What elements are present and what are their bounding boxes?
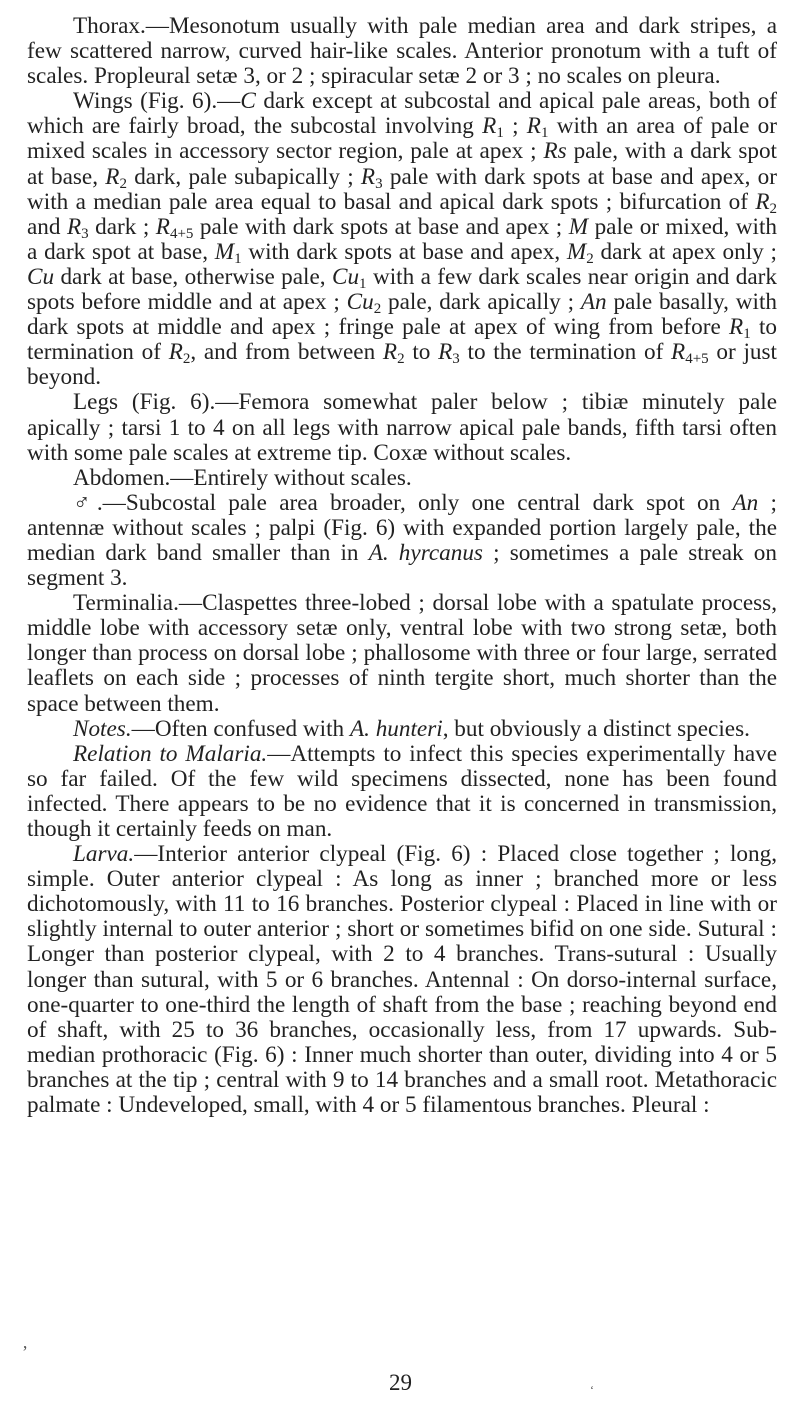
italic-text: R bbox=[729, 314, 744, 341]
italic-text: Cu bbox=[27, 263, 55, 290]
text-run: pale or mixed, with a dark spot at base, bbox=[27, 213, 777, 265]
text-run: ; bbox=[503, 113, 527, 140]
text-run: ; antennæ without scales ; palpi (Fig. 6) with expanded portion largely pale, the median dark band smaller than in bbox=[27, 489, 777, 566]
subscript: 3 bbox=[375, 175, 383, 192]
margin-speck: ‘ bbox=[590, 1383, 594, 1397]
text-run: pale basally, with dark spots at middle and apex ; fringe pale at apex of wing from before bbox=[27, 289, 778, 341]
italic-text: Larva. bbox=[73, 841, 135, 868]
italic-text: R bbox=[526, 113, 541, 140]
text-run: , and from between bbox=[190, 339, 383, 366]
text-run: dark at base, otherwise pale, bbox=[54, 263, 332, 290]
italic-text: M bbox=[566, 238, 587, 265]
text-run: dark, pale subapically ; bbox=[126, 163, 361, 190]
text-run: with a few dark scales near origin and dark spots before middle and at apex ; bbox=[27, 263, 777, 316]
subscript: 1 bbox=[540, 125, 549, 142]
italic-text: M bbox=[214, 238, 235, 265]
paragraph-male bbox=[27, 491, 777, 591]
text-run: dark except at subcostal and apical pale areas, both of which are fairly broad, the subcostal involving bbox=[27, 88, 777, 140]
paragraph-legs bbox=[27, 390, 777, 465]
italic-text: Cu bbox=[331, 263, 360, 290]
italic-text: M bbox=[568, 213, 589, 240]
paragraph-abdomen bbox=[27, 466, 777, 491]
text-run: Wings (Fig. 6).— bbox=[73, 88, 241, 115]
text-run: Thorax.—Mesonotum usually with pale median area and dark stripes, a few scattered narrow, curved hair-like scales. Anterior pronotum with a tuft of scales. Propleural setæ 3, or 2 ; spiracular setæ 2 or 3 ; no scales on pleura. bbox=[27, 13, 777, 90]
subscript: 1 bbox=[496, 125, 504, 142]
italic-text: R bbox=[671, 339, 686, 366]
paragraph-notes bbox=[27, 717, 777, 742]
text-run: ; sometimes a pale streak on segment 3. bbox=[27, 539, 777, 592]
text-run: pale with dark spots at base and apex ; bbox=[193, 213, 569, 240]
paragraph-malaria bbox=[27, 742, 777, 842]
italic-text: R bbox=[755, 188, 770, 215]
subscript: 2 bbox=[397, 351, 405, 368]
italic-text: A. hunteri bbox=[349, 715, 443, 742]
text-run: ♂.—Subcostal pale area broader, only one central dark spot on bbox=[73, 489, 733, 516]
italic-text: R bbox=[360, 163, 376, 190]
italic-text: R bbox=[382, 339, 398, 366]
text-run: Terminalia.—Claspettes three-lobed ; dorsal lobe with a spatulate process, middle lobe with accessory setæ only, ventral lobe with two strong setæ, both longer than process on dorsal lobe ; phallosome with three or four large, serrated leaflets on each side ; processes of ninth tergite short, much shorter than the space between them. bbox=[27, 590, 777, 717]
italic-text: Cu bbox=[346, 289, 374, 316]
subscript: 2 bbox=[586, 250, 594, 267]
text-run: with an area of pale or mixed scales in accessory sector region, pale at apex ; bbox=[27, 113, 777, 165]
subscript: 3 bbox=[452, 351, 460, 368]
subscript: 4+5 bbox=[685, 351, 709, 368]
text-run: with dark spots at base and apex, bbox=[241, 238, 567, 265]
italic-text: R bbox=[155, 213, 170, 240]
text-run: to bbox=[404, 339, 439, 366]
italic-text: Rs bbox=[543, 138, 567, 165]
italic-text: R bbox=[66, 213, 82, 240]
subscript: 1 bbox=[359, 275, 367, 292]
text-run: dark at apex only ; bbox=[593, 238, 777, 265]
text-run: , but obviously a distinct species. bbox=[442, 715, 750, 742]
page-body bbox=[27, 14, 777, 1118]
text-run: pale with dark spots at base and apex, or with a median pale area equal to basal and apical dark spots ; bifurcation of bbox=[27, 163, 777, 215]
subscript: 4+5 bbox=[169, 225, 194, 242]
italic-text: R bbox=[482, 113, 497, 140]
text-run: —Often confused with bbox=[131, 715, 350, 742]
italic-text: Notes. bbox=[73, 715, 132, 742]
italic-text: R bbox=[438, 339, 453, 366]
paragraph-terminalia bbox=[27, 591, 777, 716]
subscript: 2 bbox=[373, 301, 382, 318]
italic-text: An bbox=[732, 489, 759, 516]
text-run: and bbox=[27, 213, 67, 240]
text-run: dark ; bbox=[88, 213, 156, 240]
text-run: Abdomen.—Entirely without scales. bbox=[73, 464, 412, 491]
italic-text: An bbox=[580, 289, 607, 316]
subscript: 2 bbox=[769, 200, 777, 217]
paragraph-larva bbox=[27, 842, 777, 1118]
text-run: pale, with a dark spot at base, bbox=[27, 138, 777, 190]
subscript: 1 bbox=[234, 250, 242, 267]
text-run: or just beyond. bbox=[27, 339, 777, 391]
italic-text: R bbox=[168, 339, 183, 366]
italic-text: R bbox=[105, 163, 120, 190]
paragraph-thorax bbox=[27, 14, 777, 89]
text-run: pale, dark apically ; bbox=[381, 289, 581, 316]
margin-speck: ‚ bbox=[22, 1332, 28, 1352]
italic-text: A. hyrcanus bbox=[368, 539, 483, 566]
text-run: —Attempts to infect this species experimentally have so far failed. Of the few wild specimens dissected, none has been found infected. There appears to be no evidence that it is concerned in transmission, though it certainly feeds on man. bbox=[27, 740, 777, 842]
text-run: Legs (Fig. 6).—Femora somewhat paler below ; tibiæ minutely pale apically ; tarsi 1 to 4 on all legs with narrow apical pale bands, fifth tarsi often with some pale scales at extreme tip. Coxæ without scales. bbox=[27, 389, 777, 466]
text-run: —Interior anterior clypeal (Fig. 6) : Placed close together ; long, simple. Outer anterior clypeal : As long as inner ; branched more or less dichotomously, with 11 to 16 branches. Posterior clypeal : Placed in line with or slightly internal to outer anterior ; short or sometimes bifid on one side. Sutural : Longer than posterior clypeal, with 2 to 4 branches. Trans-sutural : Usually longer than sutural, with 5 or 6 branches. Antennal : On dorso-internal surface, one-quarter to one-third the length of shaft from the base ; reaching beyond end of shaft, with 25 to 36 branches, occasionally less, from 17 upwards. Sub-median prothoracic (Fig. 6) : Inner much shorter than outer, dividing into 4 or 5 branches at the tip ; central with 9 to 14 branches and a small root. Metathoracic palmate : Undeveloped, small, with 4 or 5 filamentous branches. Pleural : bbox=[27, 841, 777, 1119]
text-run: to the termination of bbox=[459, 339, 672, 366]
subscript: 1 bbox=[743, 326, 751, 343]
subscript: 2 bbox=[119, 175, 127, 192]
page-number: 29 bbox=[389, 1370, 412, 1395]
italic-text: Relation to Malaria. bbox=[73, 740, 268, 767]
subscript: 3 bbox=[81, 225, 89, 242]
subscript: 2 bbox=[182, 351, 191, 368]
paragraph-wings bbox=[27, 89, 777, 390]
italic-text: C bbox=[240, 88, 256, 115]
text-run: to termination of bbox=[27, 314, 777, 366]
